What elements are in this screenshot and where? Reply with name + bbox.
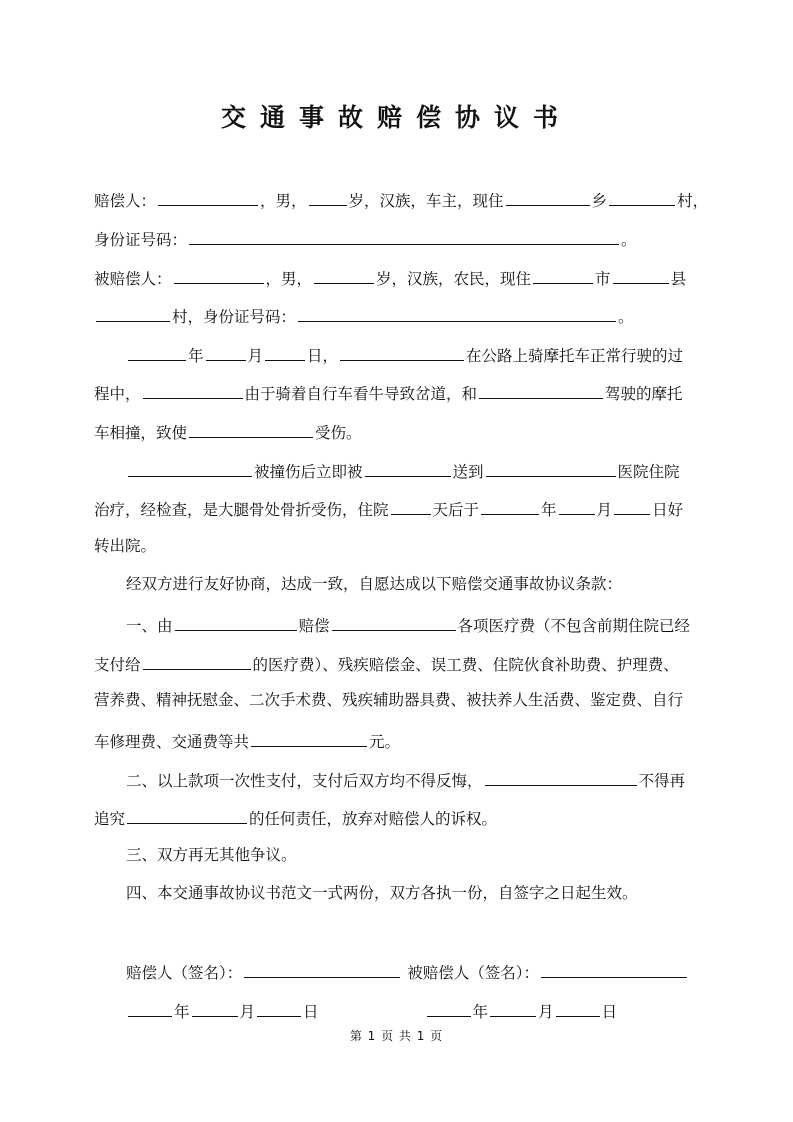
payee-village-blank bbox=[96, 302, 170, 322]
discharge-line: 转出院。 bbox=[94, 537, 157, 555]
clause1-paid-to-blank bbox=[143, 650, 251, 670]
clause-4: 四、本交通事故协议书范文一式两份，双方各执一份，自签字之日起生效。 bbox=[126, 884, 638, 902]
payer-sign-month-blank[interactable] bbox=[192, 997, 238, 1017]
clause-2-line-1: 二、以上款项一次性支付，支付后双方均不得反悔， 不得再 bbox=[126, 766, 685, 790]
hospital-line: 被撞伤后立即被 送到 医院住院 bbox=[126, 457, 680, 481]
payee-id-line: 村，身份证号码： 。 bbox=[94, 302, 634, 326]
payee-sign-year-blank[interactable] bbox=[427, 997, 471, 1017]
payee-sign-month-blank[interactable] bbox=[490, 997, 536, 1017]
injured-blank bbox=[189, 418, 313, 438]
payer-sign-year-blank[interactable] bbox=[128, 997, 172, 1017]
accident-month-blank bbox=[206, 341, 246, 361]
discharge-year-blank bbox=[481, 495, 539, 515]
treatment-line: 治疗，经检查，是大腿骨处骨折受伤，住院 天后于 年 月 日好 bbox=[94, 495, 683, 519]
clause-1-line-2: 支付给 的医疗费）、残疾赔偿金、误工费、住院伙食补助费、护理费、 bbox=[94, 650, 679, 674]
clause-1-line-4: 车修理费、交通费等共 元。 bbox=[94, 727, 400, 751]
injury-line: 车相撞，致使 受伤。 bbox=[94, 418, 362, 442]
hospital-blank bbox=[486, 457, 616, 477]
clause-2-line-2: 追究 的任何责任，放弃对赔偿人的诉权。 bbox=[94, 804, 497, 828]
signature-date-line: 年 月 日 年 月 日 bbox=[126, 997, 617, 1021]
document-title: 交通事故赔偿协议书 bbox=[220, 103, 572, 132]
clause2-party-blank bbox=[485, 766, 637, 786]
discharge-month-blank bbox=[559, 495, 595, 515]
payer-signature-blank[interactable] bbox=[244, 958, 400, 978]
payee-signature-blank[interactable] bbox=[541, 958, 687, 978]
payer-village-blank bbox=[609, 186, 675, 206]
payer-name-blank bbox=[158, 186, 258, 206]
clause-1-line-3: 营养费、精神抚慰金、二次手术费、残疾辅助器具费、被扶养人生活费、鉴定费、自行 bbox=[94, 691, 684, 709]
payer-sign-day-blank[interactable] bbox=[257, 997, 301, 1017]
stay-days-blank bbox=[391, 495, 431, 515]
clause1-payee-blank bbox=[332, 611, 456, 631]
accident-year-blank bbox=[128, 341, 186, 361]
agreement-intro: 经双方进行友好协商，达成一致，自愿达成以下赔偿交通事故协议条款： bbox=[126, 575, 623, 593]
clause-3: 三、双方再无其他争议。 bbox=[126, 846, 297, 864]
escort-blank bbox=[365, 457, 451, 477]
total-amount-blank bbox=[251, 727, 367, 747]
payee-sign-day-blank[interactable] bbox=[556, 997, 600, 1017]
clause-1-line-1: 一、由 赔偿 各项医疗费（不包含前期住院已经 bbox=[126, 611, 690, 635]
payer-age-blank bbox=[309, 186, 347, 206]
cyclist-blank bbox=[143, 379, 243, 399]
page-footer: 第 1 页 共 1 页 bbox=[349, 1029, 444, 1043]
payee-city-blank bbox=[533, 264, 593, 284]
accident-date-line: 年 月 日， 在公路上骑摩托车正常行驶的过 bbox=[126, 341, 683, 365]
payer-id-line: 身份证号码： 。 bbox=[94, 225, 637, 249]
injured-person-blank bbox=[128, 457, 252, 477]
payer-town-blank bbox=[506, 186, 590, 206]
rider-blank bbox=[340, 341, 464, 361]
payee-line: 被赔偿人： ，男， 岁，汉族，农民，现住 市 县 bbox=[94, 264, 686, 288]
payee-id-blank bbox=[298, 302, 616, 322]
discharge-day-blank bbox=[614, 495, 650, 515]
clause2-target-blank bbox=[127, 804, 247, 824]
payer-id-blank bbox=[189, 225, 619, 245]
payee-age-blank bbox=[314, 264, 374, 284]
signature-line: 赔偿人（签名）： 被赔偿人（签名）： bbox=[126, 958, 689, 982]
accident-day-blank bbox=[265, 341, 305, 361]
payer-line: 赔偿人： ，男， 岁，汉族，车主，现住 乡 村， bbox=[94, 186, 708, 210]
driver-blank bbox=[479, 379, 603, 399]
clause1-payer-blank bbox=[175, 611, 297, 631]
accident-process-line: 程中， 由于骑着自行车看牛导致岔道，和 驾驶的摩托 bbox=[94, 379, 683, 403]
payee-county-blank bbox=[613, 264, 669, 284]
payee-name-blank bbox=[174, 264, 264, 284]
